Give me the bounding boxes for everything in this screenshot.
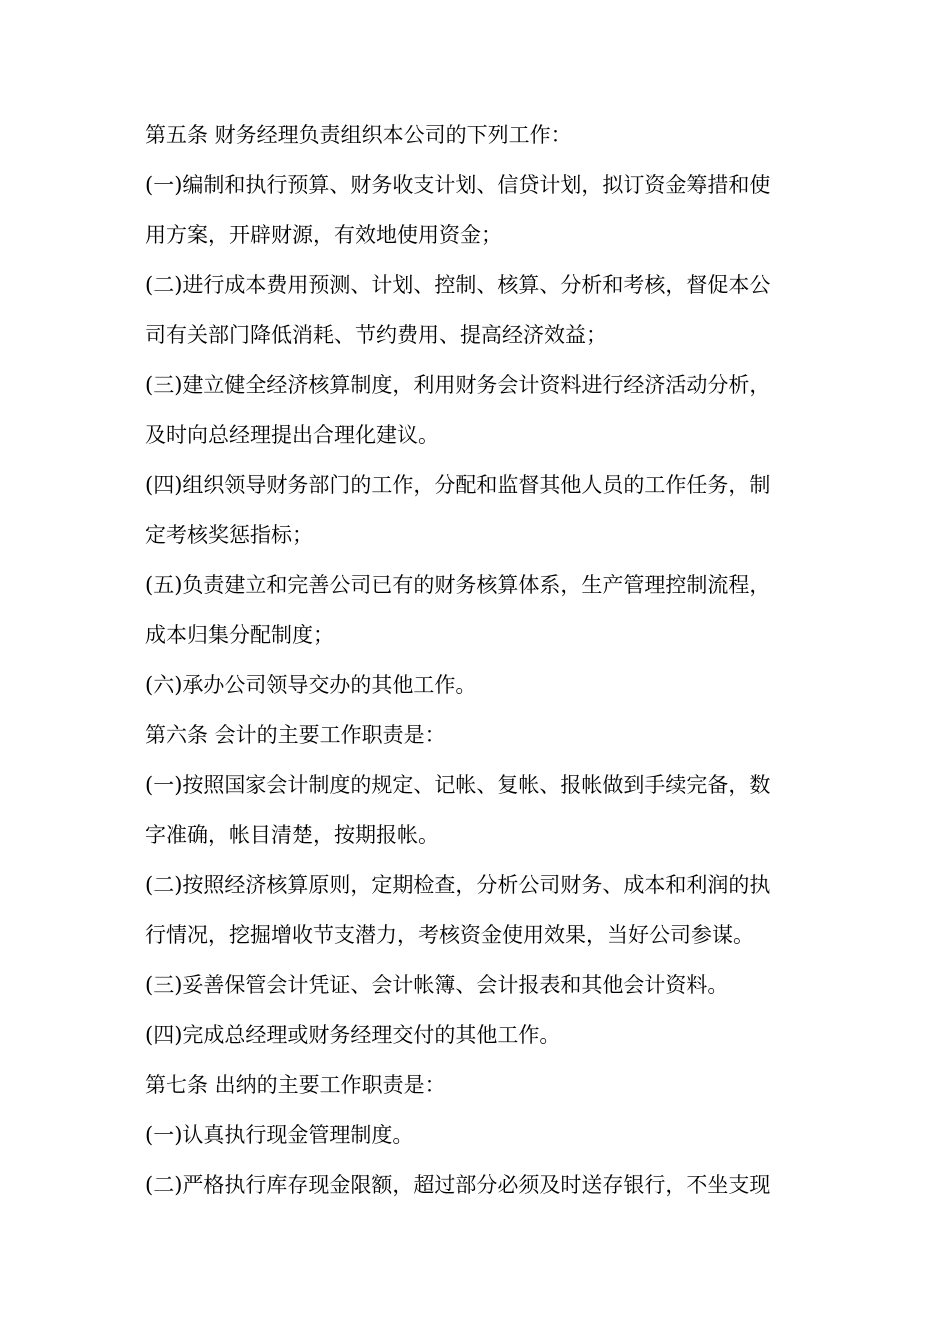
article-5-item-4-line-1: (四)组织领导财务部门的工作，分配和监督其他人员的工作任务，制 xyxy=(145,473,771,497)
article-7-item-2-line-1: (二)严格执行库存现金限额，超过部分必须及时送存银行，不坐支现 xyxy=(145,1173,771,1197)
article-6-item-1-line-2: 字准确，帐目清楚，按期报帐。 xyxy=(145,823,439,847)
article-5-item-2-line-1: (二)进行成本费用预测、计划、控制、核算、分析和考核，督促本公 xyxy=(145,273,771,297)
article-6-item-2-line-2: 行情况，挖掘增收节支潜力，考核资金使用效果，当好公司参谋。 xyxy=(145,923,754,947)
article-7-item-1: (一)认真执行现金管理制度。 xyxy=(145,1123,414,1147)
article-5-item-4-line-2: 定考核奖惩指标； xyxy=(145,523,313,547)
article-6-heading: 第六条 会计的主要工作职责是： xyxy=(145,723,446,747)
article-6-item-1-line-1: (一)按照国家会计制度的规定、记帐、复帐、报帐做到手续完备，数 xyxy=(145,773,771,797)
article-5-item-5-line-1: (五)负责建立和完善公司已有的财务核算体系，生产管理控制流程， xyxy=(145,573,771,597)
article-5-item-3-line-2: 及时向总经理提出合理化建议。 xyxy=(145,423,439,447)
article-6-item-4: (四)完成总经理或财务经理交付的其他工作。 xyxy=(145,1023,561,1047)
article-6-item-3: (三)妥善保管会计凭证、会计帐簿、会计报表和其他会计资料。 xyxy=(145,973,729,997)
article-5-item-3-line-1: (三)建立健全经济核算制度，利用财务会计资料进行经济活动分析， xyxy=(145,373,771,397)
article-5-item-1-line-1: (一)编制和执行预算、财务收支计划、信贷计划，拟订资金筹措和使 xyxy=(145,173,771,197)
article-7-heading: 第七条 出纳的主要工作职责是： xyxy=(145,1073,446,1097)
article-5-item-2-line-2: 司有关部门降低消耗、节约费用、提高经济效益； xyxy=(145,323,607,347)
article-5-item-5-line-2: 成本归集分配制度； xyxy=(145,623,334,647)
document-body xyxy=(145,110,810,1210)
article-5-heading: 第五条 财务经理负责组织本公司的下列工作： xyxy=(145,123,572,147)
article-5-item-6: (六)承办公司领导交办的其他工作。 xyxy=(145,673,477,697)
article-6-item-2-line-1: (二)按照经济核算原则，定期检查，分析公司财务、成本和利润的执 xyxy=(145,873,771,897)
article-5-item-1-line-2: 用方案，开辟财源，有效地使用资金； xyxy=(145,223,502,247)
